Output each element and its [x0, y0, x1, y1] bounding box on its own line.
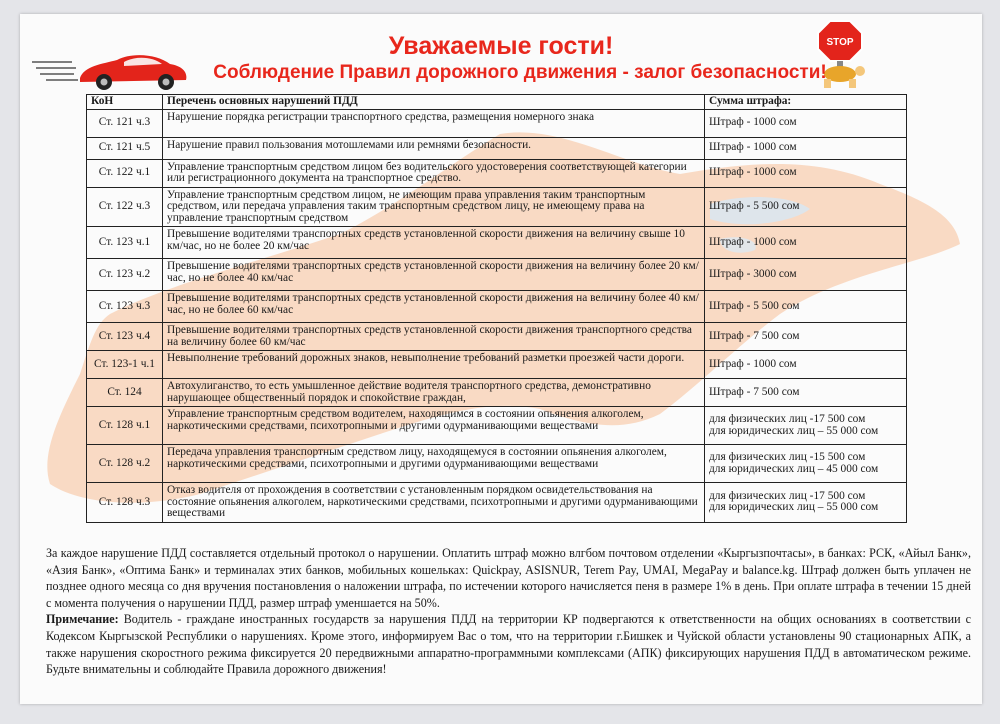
- table-row: [87, 445, 907, 483]
- fine-amount: [705, 379, 907, 407]
- table-row: [87, 187, 907, 227]
- table-row: [87, 379, 907, 407]
- violation-description: Нарушение правил пользования мотошлемами или ремнями безопасности.: [163, 137, 705, 159]
- article-code: Ст. 128 ч.1: [87, 407, 163, 445]
- table-row: [87, 323, 907, 351]
- fine-amount-line: Штраф - 1000 сом: [709, 116, 797, 129]
- violation-description: Превышение водителями транспортных средств установленной скорости движения транспортного средства на величину более 60 км/час: [163, 323, 705, 351]
- article-code: Ст. 122 ч.1: [87, 159, 163, 187]
- fine-amount-line: для физических лиц -15 500 сом: [709, 451, 866, 463]
- fine-amount-line: для юридических лиц – 45 000 сом: [709, 462, 879, 475]
- fine-amount-line: для юридических лиц – 55 000 сом: [709, 501, 879, 514]
- violation-description: Нарушение порядка регистрации транспортного средства, размещения номерного знака: [163, 109, 705, 137]
- violation-description: Превышение водителями транспортных средств установленной скорости движения на величину более 20 км/час, но не более 40 км/час: [163, 259, 705, 291]
- violation-description: Автохулиганство, то есть умышленное действие водителя транспортного средства, демонстративно нарушающее общественный порядок и спокойствие граждан,: [163, 379, 705, 407]
- violation-description: Передача управления транспортным средством лицу, находящемуся в состоянии опьянения алкоголем, наркотическими средствами, психотропными и другими одурманивающими веществами: [163, 445, 705, 483]
- stop-sign-text: STOP: [826, 37, 854, 48]
- article-code: Ст. 123-1 ч.1: [87, 351, 163, 379]
- article-code: Ст. 123 ч.1: [87, 227, 163, 259]
- article-code: Ст. 121 ч.5: [87, 137, 163, 159]
- fine-amount: [705, 137, 907, 159]
- fine-amount: [705, 351, 907, 379]
- fine-amount-line: Штраф - 5 500 сом: [709, 200, 800, 212]
- article-code: Ст. 123 ч.2: [87, 259, 163, 291]
- fines-table: [86, 94, 907, 523]
- table-row: [87, 137, 907, 159]
- article-code: Ст. 128 ч.2: [87, 445, 163, 483]
- fine-amount: [705, 323, 907, 351]
- table-row: [87, 259, 907, 291]
- page-title: Уважаемые гости!: [388, 32, 614, 60]
- article-code: Ст. 121 ч.3: [87, 109, 163, 137]
- violation-description: Невыполнение требований дорожных знаков, невыполнение требований разметки проезжей части дороги.: [163, 351, 705, 379]
- column-header-code: КоН: [87, 95, 163, 110]
- fine-amount-line: для юридических лиц – 55 000 сом: [709, 424, 879, 437]
- fine-amount-line: Штраф - 7 500 сом: [709, 385, 800, 398]
- fine-amount-line: Штраф - 1000 сом: [709, 235, 797, 248]
- fine-amount: [705, 483, 907, 523]
- fine-amount-line: Штраф - 7 500 сом: [709, 329, 800, 342]
- fine-amount-line: Штраф - 1000 сом: [709, 141, 797, 154]
- table-row: [87, 407, 907, 445]
- page-subtitle: Соблюдение Правил дорожного движения - залог безопасности!: [213, 62, 827, 83]
- fine-amount-line: Штраф - 1000 сом: [709, 357, 797, 370]
- fine-amount: [705, 159, 907, 187]
- table-row: [87, 227, 907, 259]
- table-row: [87, 291, 907, 323]
- violation-description: Управление транспортным средством лицом, не имеющим права управления таким транспортным средством, или передача управления таким транспортным средством лицу, не имеющему права на управление транспортным средством: [163, 187, 705, 227]
- column-header-amount: Сумма штрафа:: [705, 95, 907, 110]
- info-card: [20, 14, 982, 704]
- fine-amount: [705, 445, 907, 483]
- fine-amount-line: Штраф - 3000 сом: [709, 267, 797, 280]
- article-code: Ст. 128 ч.3: [87, 483, 163, 523]
- fine-amount: [705, 227, 907, 259]
- fine-amount-line: Штраф - 1000 сом: [709, 166, 797, 179]
- fine-amount: [705, 407, 907, 445]
- fine-amount: [705, 187, 907, 227]
- violation-description: Отказ водителя от прохождения в соответствии с установленным порядком освидетельствования на состояние опьянения алкоголем, наркотическими средствами, психотропными и другими одурманивающими веществами: [163, 483, 705, 523]
- fine-amount-line: для физических лиц -17 500 сом: [709, 489, 866, 502]
- table-row: [87, 483, 907, 523]
- fine-amount-line: для физических лиц -17 500 сом: [709, 413, 866, 425]
- article-code: Ст. 123 ч.3: [87, 291, 163, 323]
- table-row: [87, 351, 907, 379]
- footer-text-block: [46, 545, 971, 678]
- fine-amount: [705, 291, 907, 323]
- violation-description: Управление транспортным средством водителем, находящимся в состоянии опьянения алкоголем, наркотическими средствами, психотропными и другими одурманивающими веществами: [163, 407, 705, 445]
- violation-description: Превышение водителями транспортных средств установленной скорости движения на величину свыше 10 км/час, но не более 20 км/час: [163, 227, 705, 259]
- note-label: Примечание:: [46, 612, 119, 627]
- article-code: Ст. 122 ч.3: [87, 187, 163, 227]
- fine-amount-line: Штраф - 5 500 сом: [709, 299, 800, 312]
- fine-amount: [705, 109, 907, 137]
- note-text: Водитель - граждане иностранных государств за нарушения ПДД на территории КР подвергаются к ответственности на общих основаниях в соответствии с Кодексом Кыргызской Республики о нарушениях. Кроме этого, информируем Вас о том, что на территории г.Бишкек и Чуйской области установлены 90 стационарных АПК, а также нарушения скоростного режима фиксируется 20 передвижными аппаратно-программными комплексами (АПК) фиксирующих нарушения ПДД в автоматическом режиме. Будьте внимательны и соблюдайте Правила дорожного движения!: [46, 612, 971, 677]
- violation-description: Управление транспортным средством лицом без водительского удостоверения соответствующей категории или регистрационного документа на транспортное средство.: [163, 159, 705, 187]
- payment-info-text: За каждое нарушение ПДД составляется отдельный протокол о нарушении. Оплатить штраф можно влгбом почтовом отделении «Кыргызпочтасы», в банках: РСК, «Айыл Банк», «Азия Банк», «Оптима Банк» и терминалах этих банков, мобильных кошельках: Quickpay, ASISNUR, Terem Pay, UMAI, MegaPay и balance.kg. Штраф должен быть уплачен не позднее одного месяца со дня вручения постановления о наложении штрафа, по истечении которого начисляется пеня в размере 1% в день. При оплате штрафа в течении 15 дней с момента получения о нарушении ПДД, размер штраф уменшается на 50%.: [46, 546, 971, 610]
- violation-description: Превышение водителями транспортных средств установленной скорости движения на величину более 40 км/час, но не более 60 км/час: [163, 291, 705, 323]
- article-code: Ст. 124: [87, 379, 163, 407]
- fine-amount: [705, 259, 907, 291]
- table-header-row: [87, 95, 907, 110]
- article-code: Ст. 123 ч.4: [87, 323, 163, 351]
- table-body: [87, 109, 907, 522]
- column-header-violation: Перечень основных нарушений ПДД: [163, 95, 705, 110]
- table-row: [87, 159, 907, 187]
- table-row: [87, 109, 907, 137]
